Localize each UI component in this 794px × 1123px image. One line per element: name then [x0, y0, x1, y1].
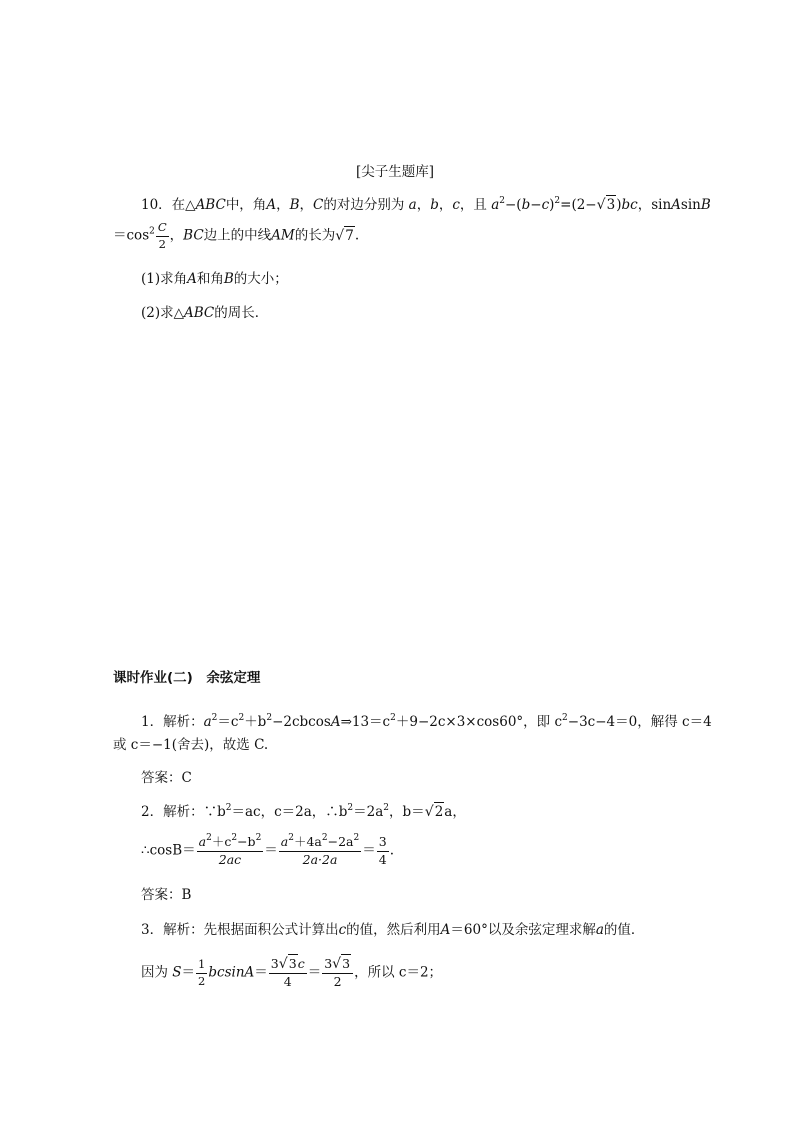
sqrt-2: √ 2 — [425, 806, 445, 820]
solution-2-answer: 答案：B — [141, 887, 192, 903]
solution-2-line-2: ∴cosB＝ $\frac{a^2+c^2-b^2}{2ac}$ ＝ $\frac{a^2+4a^2-2a^2}{2a\cdot 2a}$ ＝ $\frac{3}{4}$ . — [141, 833, 394, 867]
solution-1-line-1: 1．解析：$a^2=c^2+b^2-2cbcosA\Rightarrow 13=c^2+9-2c\times 3\times\cos 60^\circ$，即 $c^2-3c-4=0$，解得 c＝4 — [141, 713, 712, 730]
fraction-c-over-2: $\frac{C}{2}$ — [157, 220, 167, 251]
solution-2-line-1: 2．解析：$\because b^2=ac$，c＝2a，$\therefore b^2=2a^2$，b＝√ 2a， — [141, 806, 466, 820]
fraction-area-value: $\frac{3√ 3}{2}$ — [322, 958, 353, 988]
source-label: [尖子生题库] — [356, 164, 435, 180]
sqrt-3: √ 3 — [597, 199, 617, 213]
fraction-cosine-law: $\frac{a^2+c^2-b^2}{2ac}$ — [198, 833, 262, 867]
solution-3-line-2: 因为 S＝ $\frac{1}{2}$ bcsinA＝ $\frac{3√ 3c}{4}$ ＝ $\frac{3√ 3}{2}$ ，所以 c＝2； — [141, 958, 442, 988]
solution-1-line-2: 或 c＝−1(舍去)，故选 C. — [113, 737, 269, 753]
question-2: (2)求△ABC的周长． — [141, 305, 269, 321]
question-1: (1)求角A和角B的大小； — [141, 271, 288, 287]
problem-10-line-2: $=\cos^2$ $\frac{C}{2}$ ，BC边上的中线AM的长为√ 7. — [113, 222, 359, 250]
section-title: 课时作业(二) 余弦定理 — [113, 670, 261, 686]
solution-3-line-1: 3．解析：先根据面积公式计算出c的值，然后利用A＝60°以及余弦定理求解a的值． — [141, 922, 645, 938]
problem-10-line-1: 10．在△ABC中，角A，B，C的对边分别为 a，b，c，且 $a^2-(b-c)^2=(2-√$ 3)bc，sinAsinB — [141, 199, 711, 213]
fraction-substituted: $\frac{a^2+4a^2-2a^2}{2a\cdot 2a}$ — [280, 833, 360, 867]
solution-1-answer: 答案：C — [141, 770, 192, 786]
fraction-one-half: $\frac{1}{2}$ — [198, 957, 206, 988]
fraction-three-quarters: $\frac{3}{4}$ — [378, 834, 387, 867]
fraction-area-expression: $\frac{3√ 3c}{4}$ — [269, 958, 307, 988]
sqrt-7: √ 7 — [335, 230, 355, 244]
